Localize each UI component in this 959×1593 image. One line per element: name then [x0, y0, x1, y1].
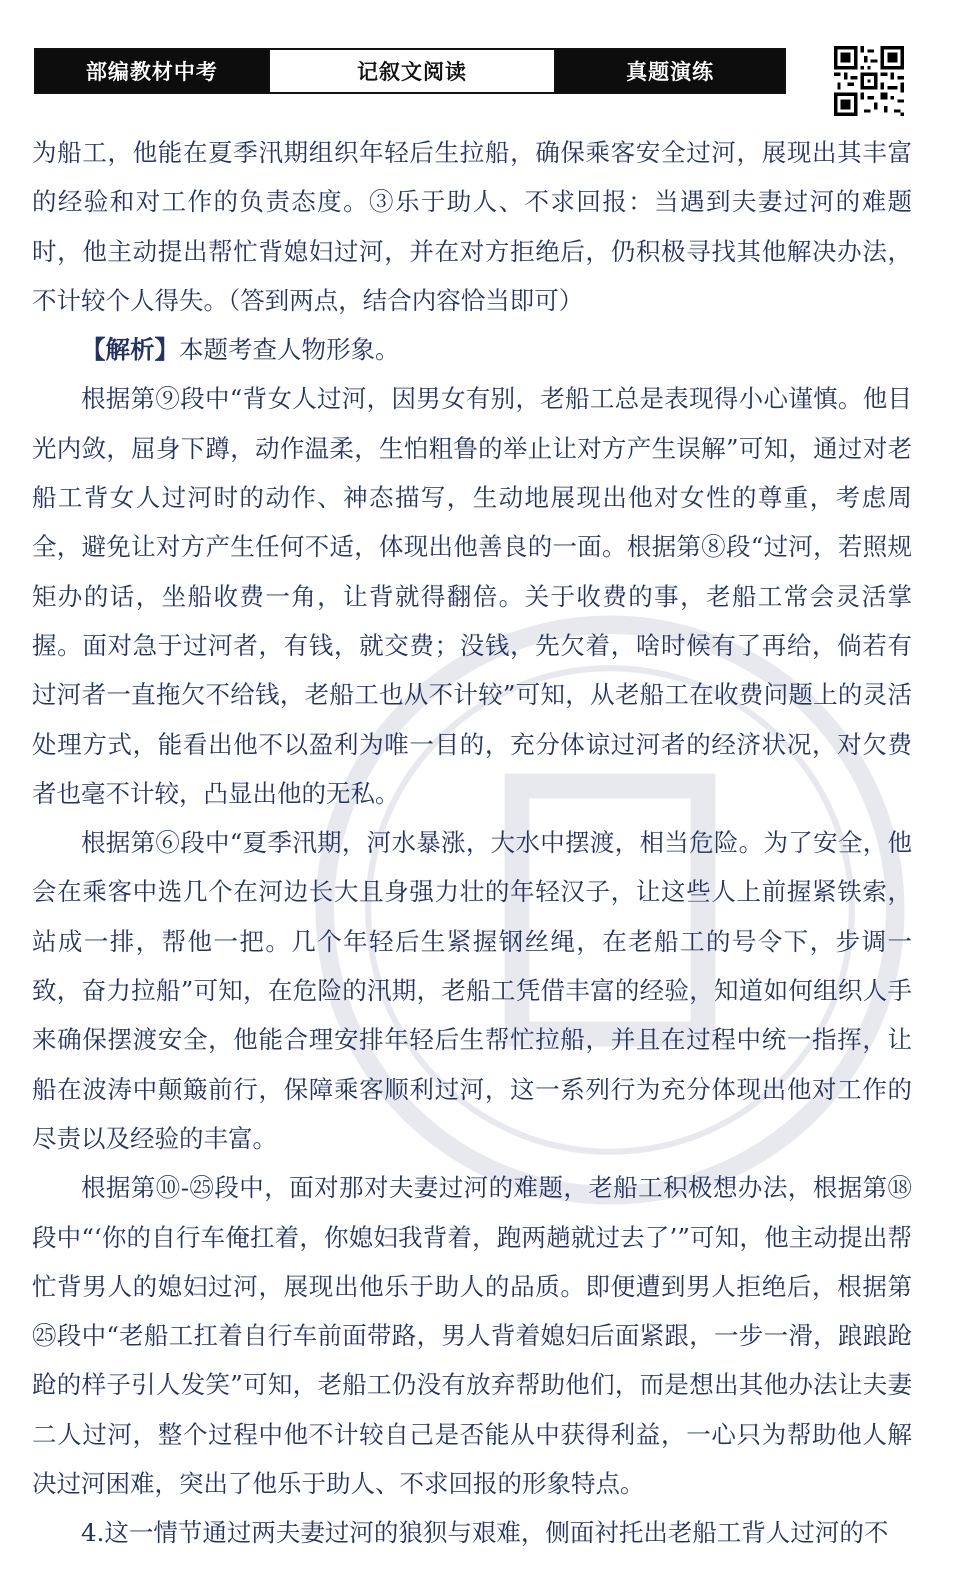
paragraph-3: 根据第⑨段中“背女人过河，因男女有别，老船工总是表现得小心谨慎。他目光内敛，屈身下蹲，动作温柔，生怕粗鲁的举止让对方产生误解”可知，通过对老船工背女人过河时的动作、神态描写，生动地展现出他对女性的尊重，考虑周全，避免让对方产生任何不适，体现出他善良的一面。根据第⑧段“过河，若照规矩办的话，坐船收费一角，让背就得翻倍。关于收费的事，老船工常会灵活掌握。面对急于过河者，有钱，就交费；没钱，先欠着，啥时候有了再给，倘若有过河者一直拖欠不给钱，老船工也从不计较”可知，从老船工在收费问题上的灵活处理方式，能看出他不以盈利为唯一目的，充分体谅过河者的经济状况，对欠费者也毫不计较，凸显出他的无私。: [32, 384, 912, 808]
paragraph-1: 为船工，他能在夏季汛期组织年轻后生拉船，确保乘客安全过河，展现出其丰富的经验和对工作的负责态度。③乐于助人、不求回报：当遇到夫妻过河的难题时，他主动提出帮忙背媳妇过河，并在对方拒绝后，仍积极寻找其他解决办法，不计较个人得失。（答到两点，结合内容恰当即可）: [32, 138, 912, 315]
analysis-label: 【解析】: [81, 335, 179, 365]
paragraph-6: 4.这一情节通过两夫妻过河的狼狈与艰难，侧面衬托出老船工背人过河的不: [81, 1518, 889, 1548]
header-cell-topic: 记叙文阅读: [268, 50, 556, 92]
analysis-text: 本题考查人物形象。: [179, 335, 400, 365]
paragraph-4: 根据第⑥段中“夏季汛期，河水暴涨，大水中摆渡，相当危险。为了安全，他会在乘客中选几个在河边长大且身强力壮的年轻汉子，让这些人上前握紧铁索，站成一排，帮他一把。几个年轻后生紧握钢丝绳，在老船工的号令下，步调一致，奋力拉船”可知，在危险的汛期，老船工凭借丰富的经验，知道如何组织人手来确保摆渡安全，他能合理安排年轻后生帮忙拉船，并且在过程中统一指挥，让船在波涛中颠簸前行，保障乘客顺利过河，这一系列行为充分体现出他对工作的尽责以及经验的丰富。: [32, 828, 912, 1153]
header-bar: [34, 48, 786, 94]
header-cell-textbook: 部编教材中考: [36, 50, 268, 92]
answer-content: [32, 128, 912, 1558]
qr-code-icon[interactable]: [834, 46, 904, 116]
header-cell-practice: 真题演练: [556, 50, 784, 92]
paragraph-analysis: [32, 325, 912, 374]
paragraph-5: 根据第⑩-㉕段中，面对那对夫妻过河的难题，老船工积极想办法，根据第⑱段中“‘你的自行车俺扛着，你媳妇我背着，跑两趟就过去了’”可知，他主动提出帮忙背男人的媳妇过河，展现出他乐于助人的品质。即便遭到男人拒绝后，根据第㉕段中“老船工扛着自行车前面带路，男人背着媳妇后面紧跟，一步一滑，踉踉跄跄的样子引人发笑”可知，老船工仍没有放弃帮助他们，而是想出其他办法让夫妻二人过河，整个过程中他不计较自己是否能从中获得利益，一心只为帮助他人解决过河困难，突出了他乐于助人、不求回报的形象特点。: [32, 1173, 912, 1499]
